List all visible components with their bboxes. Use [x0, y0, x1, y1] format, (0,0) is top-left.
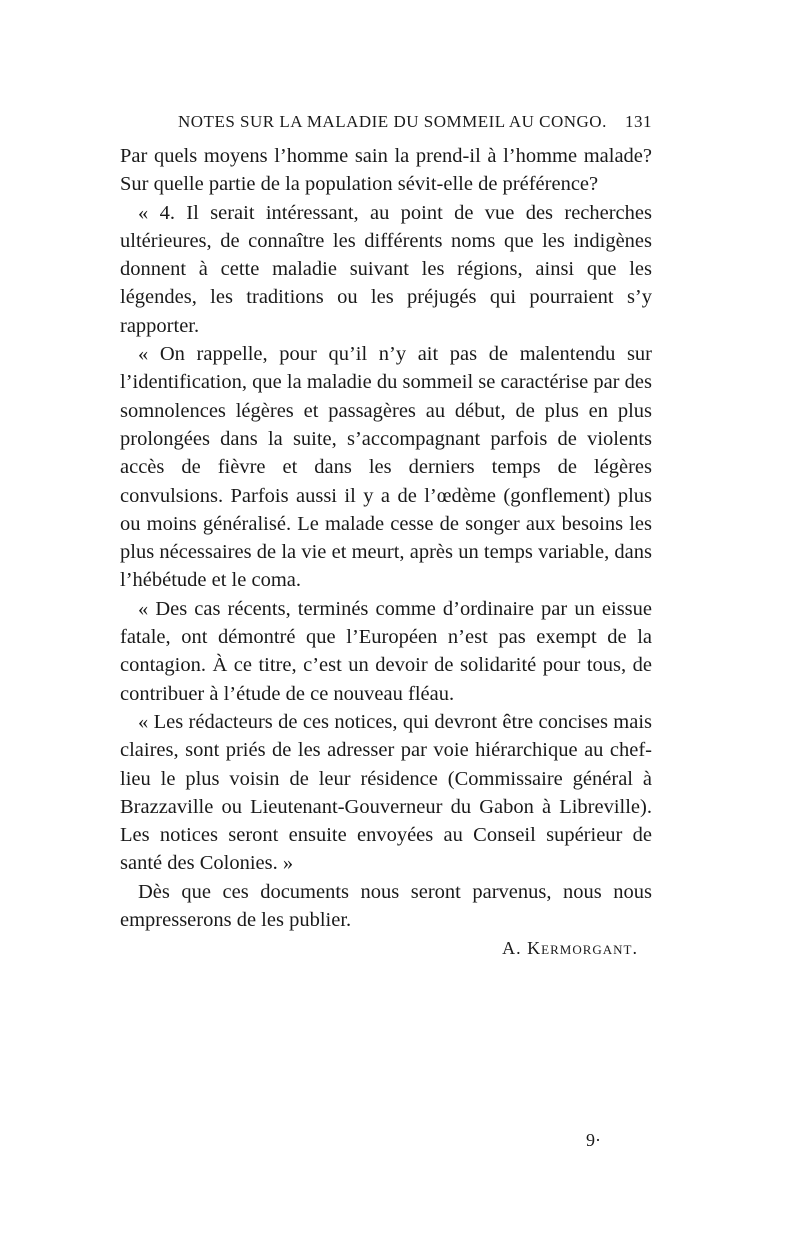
author-name: Kermorgant.: [527, 938, 638, 959]
author-signature: [120, 938, 652, 959]
running-header: [120, 112, 652, 142]
paragraph: « 4. Il serait intéressant, au point de vue des recherches ultérieures, de connaître les différents noms que les indigènes donnent à cette maladie suivant les régions, ainsi que les légendes, les traditions ou les préjugés qui pourraient s’y rapporter.: [120, 201, 652, 337]
body-text: [120, 142, 652, 934]
paragraph: Dès que ces documents nous seront parvenus, nous nous empresserons de les publier.: [120, 880, 652, 932]
page: [120, 112, 652, 959]
sheet-mark: 9·: [586, 1130, 601, 1150]
page-number: 131: [625, 112, 652, 131]
paragraph: « Les rédacteurs de ces notices, qui devront être concises mais claires, sont priés de les adresser par voie hiérarchique au chef-lieu le plus voisin de leur résidence (Commissaire général à Brazzaville ou Lieutenant-Gouverneur du Gabon à Libreville). Les notices seront ensuite envoyées au Conseil supérieur de santé des Colonies. »: [120, 710, 652, 875]
author-initial: A.: [502, 938, 522, 959]
paragraph: « On rappelle, pour qu’il n’y ait pas de malentendu sur l’identification, que la maladie du sommeil se caractérise par des somnolences légères et passagères au début, de plus en plus prolongées dans la suite, s’accompagnant parfois de violents accès de fièvre et dans les derniers temps de légères convulsions. Parfois aussi il y a de l’œdème (gonflement) plus ou moins généralisé. Le malade cesse de songer aux besoins les plus nécessaires de la vie et meurt, après un temps variable, dans l’hébétude et le coma.: [120, 343, 652, 592]
paragraph: « Des cas récents, terminés comme d’ordinaire par un eissue fatale, ont démontré que l’Européen n’est pas exempt de la contagion. À ce titre, c’est un devoir de solidarité pour tous, de contribuer à l’étude de ce nouveau fléau.: [120, 597, 652, 705]
running-title: NOTES SUR LA MALADIE DU SOMMEIL AU CONGO.: [178, 112, 607, 131]
paragraph: Par quels moyens l’homme sain la prend-il à l’homme malade? Sur quelle partie de la population sévit-elle de préférence?: [120, 145, 652, 196]
